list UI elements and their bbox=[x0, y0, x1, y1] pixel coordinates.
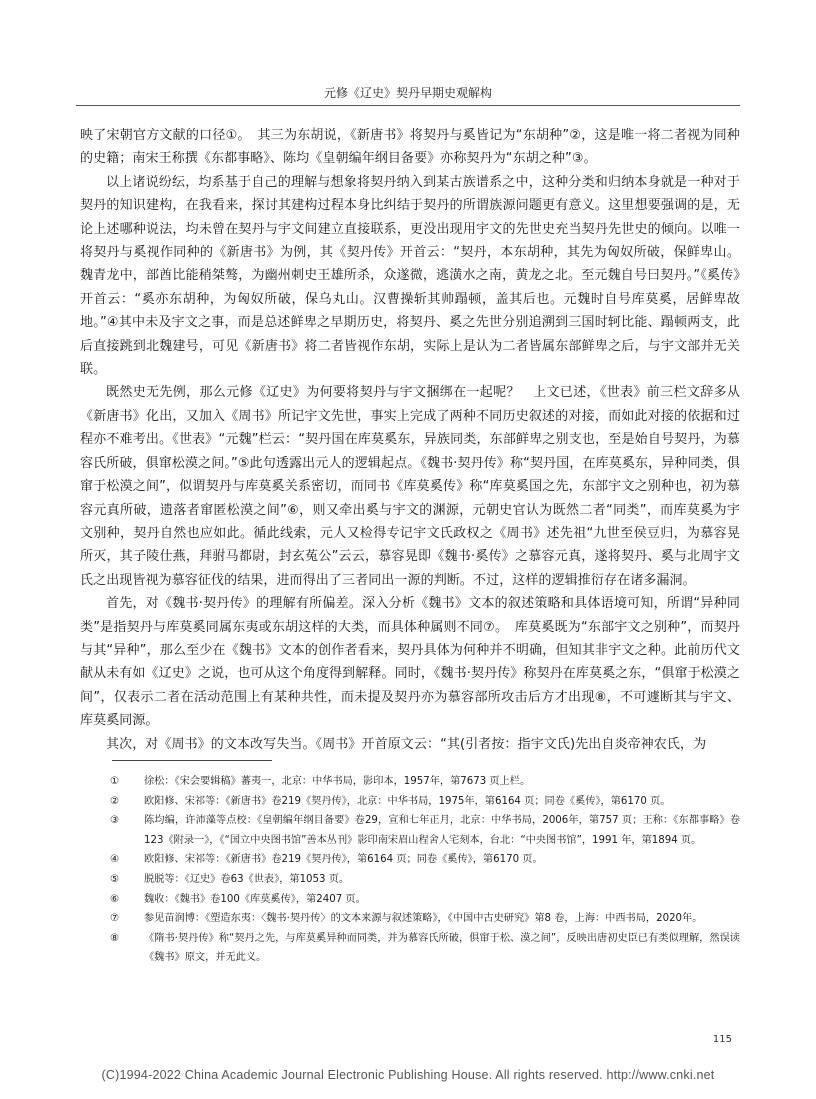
footnote bbox=[110, 909, 740, 929]
footnote bbox=[110, 929, 740, 968]
footnote-text: 《隋书·契丹传》称“契丹之先，与库莫奚异种而同类，并为慕容氏所破，俱窜于松、漠之间”，反映出唐初史臣已有类似理解，然误读《魏书》原文，并无此义。 bbox=[144, 932, 740, 964]
paragraph: 既然史无先例，那么元修《辽史》为何要将契丹与宇文捆绑在一起呢？ 上文已述，《世表》前三栏文辞多从《新唐书》化出，又加入《周书》所记宇文先世，事实上完成了两种不同历史叙述的对接，而如此对接的依据和过程亦不难考出。《世表》“元魏”栏云：“契丹国在库莫奚东，异族同类，东部鲜卑之别支也，至是始自号契丹，为慕容氏所破，俱窜松漠之间。”⑤此句透露出元人的逻辑起点。《魏书·契丹传》称“契丹国，在库莫奚东，异种同类，俱窜于松漠之间”，似谓契丹与库莫奚关系密切，而同书《库莫奚传》称“库莫奚国之先，东部宇文之别种也，初为慕容元真所破，遗落者窜匿松漠之间”⑥，则又牵出奚与宇文的渊源，元朝史官认为既然二者“同类”，而库莫奚为宇文别种，契丹自然也应如此。循此线索，元人又检得专记宇文氏政权之《周书》述先祖“九世至侯豆归，为慕容晃所灭，其子陵仕燕，拜驸马都尉，封玄菟公”云云，慕容晃即《魏书·奚传》之慕容元真，遂将契丹、奚与北周宇文氏之出现皆视为慕容征伐的结果，进而得出了三者同出一源的判断。不过，这样的逻辑推衍存在诸多漏洞。 bbox=[80, 385, 740, 588]
footnote-number: ⑧ bbox=[110, 932, 120, 944]
footnote bbox=[110, 792, 740, 812]
footnote-number: ⑤ bbox=[110, 873, 120, 885]
footnote-rule bbox=[112, 760, 272, 761]
footnote bbox=[110, 870, 740, 890]
paragraph: 其次，对《周书》的文本改写失当。《周书》开首原文云：“其(引者按：指宇文氏)先出自炎帝神农氏，为 bbox=[106, 736, 707, 752]
footnote-text: 脱脱等：《辽史》卷63《世表》，第1053 页。 bbox=[144, 873, 350, 885]
footnote-text: 参见苗润博：《塑造东夷：〈魏书·契丹传〉的文本来源与叙述策略》，《中国中古史研究》第8 卷，上海：中西书局，2020年。 bbox=[144, 913, 703, 925]
header-rule bbox=[76, 105, 740, 106]
footnote-text: 陈均编，许沛藻等点校：《皇朝编年纲目备要》卷29，宣和七年正月，北京：中华书局，2006年，第757 页；王称：《东都事略》卷123《附录一》，《“国立中央图书馆”善本丛刊》影印南宋眉山程舍人宅刻本，台北：“中央图书馆”，1991 年，第1894 页。 bbox=[144, 815, 740, 846]
footnote-number: ③ bbox=[110, 815, 120, 827]
footnote-text: 魏收：《魏书》卷100《库莫奚传》，第2407 页。 bbox=[144, 893, 366, 905]
paragraph: 以上诸说纷纭，均系基于自己的理解与想象将契丹纳入到某古族谱系之中，这种分类和归纳本身就是一种对于契丹的知识建构，在我看来，探讨其建构过程本身比纠结于契丹的所谓族源问题更有意义。这里想要强调的是，无论上述哪种说法，均未曾在契丹与宇文间建立直接联系，更没出现用宇文的先世史充当契丹先世史的倾向。以唯一将契丹与奚视作同种的《新唐书》为例，其《契丹传》开首云：“契丹，本东胡种，其先为匈奴所破，保鲜卑山。魏青龙中，部酋比能稍桀骜，为幽州刺史王雄所杀，众遂微，逃潢水之南，黄龙之北。至元魏自号曰契丹。”《奚传》开首云：“奚亦东胡种，为匈奴所破，保乌丸山。汉曹操斩其帅蹋顿，盖其后也。元魏时自号库莫奚，居鲜卑故地。”④其中未及宇文之事，而是总述鲜卑之早期历史，将契丹、奚之先世分别追溯到三国时轲比能、蹋顿两支，此后直接跳到北魏建号，可见《新唐书》将二者皆视作东胡，实际上是认为二者皆属东部鲜卑之后，与宇文部并无关联。 bbox=[80, 174, 740, 378]
footnote bbox=[110, 890, 740, 910]
footnote bbox=[110, 772, 740, 792]
footnote-number: ① bbox=[110, 776, 120, 787]
copyright-footer: (C)1994-2022 China Academic Journal Electronic Publishing House. All rights reserved. http://www.cnki.net bbox=[101, 1068, 715, 1082]
paragraph: 首先，对《魏书·契丹传》的理解有所偏差。深入分析《魏书》文本的叙述策略和具体语境可知，所谓“异种同类”是指契丹与库莫奚同属东夷或东胡这样的大类，而具体种属则不同⑦。 库莫奚既为“东部宇文之别种”，而契丹与其“异种”，那么至少在《魏书》文本的创作者看来，契丹具体为何种并不明确，但知其非宇文之种。此前历代文献从未有如《辽史》之说，也可从这个角度得到解释。同时，《魏书·契丹传》称契丹在库莫奚之东，“俱窜于松漠之间”，仅表示二者在活动范围上有某种共性，而未提及契丹亦为慕容部所攻击后方才出现⑧，不可遽断其与宇文、库莫奚同源。 bbox=[80, 596, 740, 729]
page-number: 115 bbox=[712, 1034, 732, 1045]
footnote-text: 欧阳修、宋祁等：《新唐书》卷219《契丹传》，第6164 页；同卷《奚传》，第6170 页。 bbox=[144, 854, 543, 866]
footnote-text: 徐松：《宋会要辑稿》蕃夷一，北京：中华书局，影印本，1957年，第7673 页上栏。 bbox=[144, 776, 531, 787]
footnote-number: ④ bbox=[110, 854, 120, 866]
body-text bbox=[80, 124, 740, 756]
footnote bbox=[110, 811, 740, 850]
running-header: 元修《辽史》契丹早期史观解构 bbox=[323, 86, 492, 100]
footnotes bbox=[110, 772, 740, 968]
paragraph: 映了宋朝官方文献的口径①。 其三为东胡说，《新唐书》将契丹与奚皆记为“东胡种”②，这是唯一将二者视为同种的史籍；南宋王称撰《东都事略》、陈均《皇朝编年纲目备要》亦称契丹为“东胡之种”③。 bbox=[80, 128, 740, 167]
footnote-text: 欧阳修、宋祁等：《新唐书》卷219《契丹传》，北京：中华书局，1975年，第6164 页；同卷《奚传》，第6170 页。 bbox=[144, 795, 671, 807]
footnote bbox=[110, 850, 740, 870]
footnote-number: ⑥ bbox=[110, 893, 120, 905]
footnote-number: ⑦ bbox=[110, 913, 120, 925]
footnote-number: ② bbox=[110, 795, 120, 807]
